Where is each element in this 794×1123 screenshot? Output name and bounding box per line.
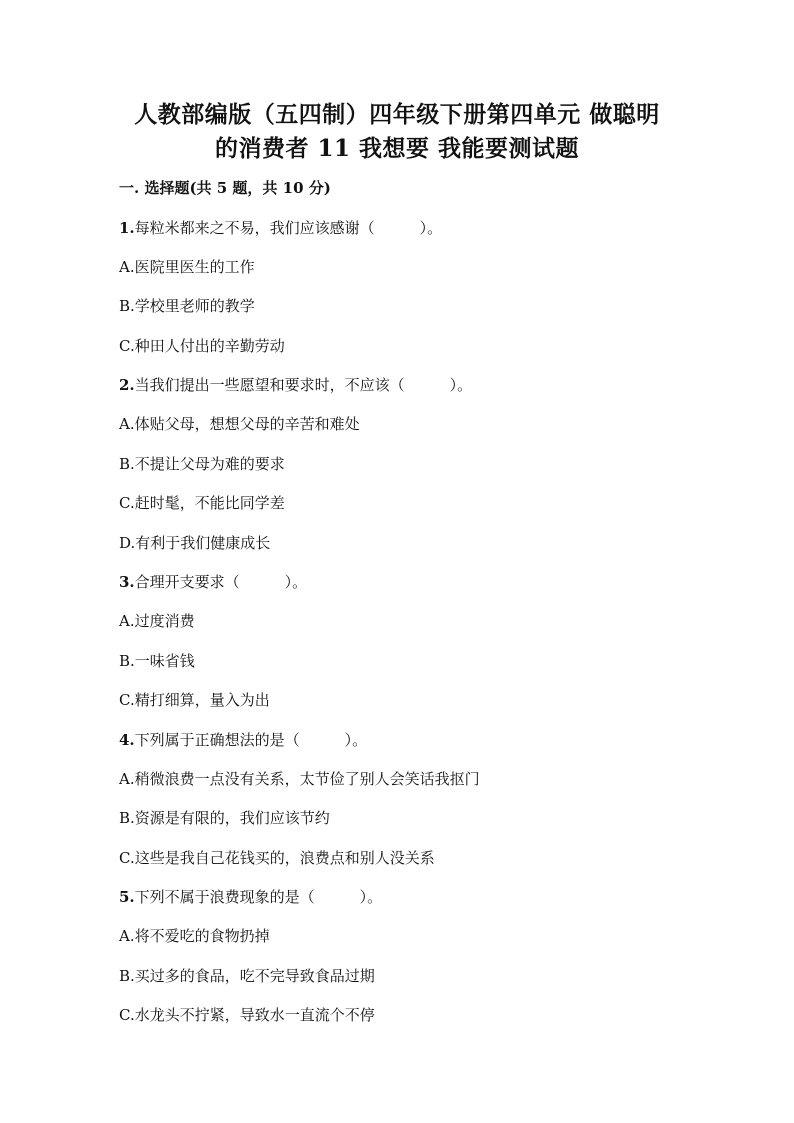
question-3-option-b: B.一味省钱 [119, 652, 195, 670]
question-5-option-a: A.将不爱吃的食物扔掉 [119, 927, 270, 945]
question-2-number: 2. [119, 376, 135, 394]
question-1-option-c: C.种田人付出的辛勤劳动 [119, 337, 285, 355]
question-2-stem [119, 375, 472, 395]
question-5-option-c: C.水龙头不拧紧，导致水一直流个不停 [119, 1006, 375, 1024]
question-2-option-a: A.体贴父母，想想父母的辛苦和难处 [119, 415, 360, 433]
question-2-option-d: D.有利于我们健康成长 [119, 534, 271, 552]
question-4-option-a: A.稍微浪费一点没有关系，太节俭了别人会笑话我抠门 [119, 770, 480, 788]
question-1-text: 每粒米都来之不易，我们应该感谢（ ）。 [134, 219, 443, 237]
question-5-number: 5. [119, 888, 135, 906]
question-2-text: 当我们提出一些愿望和要求时，不应该（ ）。 [134, 376, 473, 394]
question-1-number: 1. [119, 219, 135, 237]
question-3-stem [119, 572, 307, 592]
question-3-number: 3. [119, 573, 135, 591]
question-1-stem [119, 218, 442, 238]
question-5-option-b: B.买过多的食品，吃不完导致食品过期 [119, 967, 375, 985]
question-4-stem [119, 730, 367, 750]
question-4-option-c: C.这些是我自己花钱买的，浪费点和别人没关系 [119, 849, 435, 867]
question-2-option-c: C.赶时髦，不能比同学差 [119, 494, 285, 512]
question-5-text: 下列不属于浪费现象的是（ ）。 [134, 888, 383, 906]
question-3-option-a: A.过度消费 [119, 612, 195, 630]
section-heading: 一. 选择题(共 5 题，共 10 分) [119, 179, 331, 197]
document-title-line-1: 人教部编版（五四制）四年级下册第四单元 做聪明 [134, 101, 660, 128]
document-title-line-2: 的消费者 11 我想要 我能要测试题 [214, 135, 580, 162]
question-3-text: 合理开支要求（ ）。 [134, 573, 308, 591]
question-2-option-b: B.不提让父母为难的要求 [119, 455, 285, 473]
question-4-text: 下列属于正确想法的是（ ）。 [134, 731, 368, 749]
question-5-stem [119, 887, 382, 907]
question-4-option-b: B.资源是有限的，我们应该节约 [119, 809, 330, 827]
question-3-option-c: C.精打细算，量入为出 [119, 691, 270, 709]
question-4-number: 4. [119, 731, 135, 749]
question-1-option-b: B.学校里老师的教学 [119, 297, 255, 315]
question-1-option-a: A.医院里医生的工作 [119, 258, 255, 276]
